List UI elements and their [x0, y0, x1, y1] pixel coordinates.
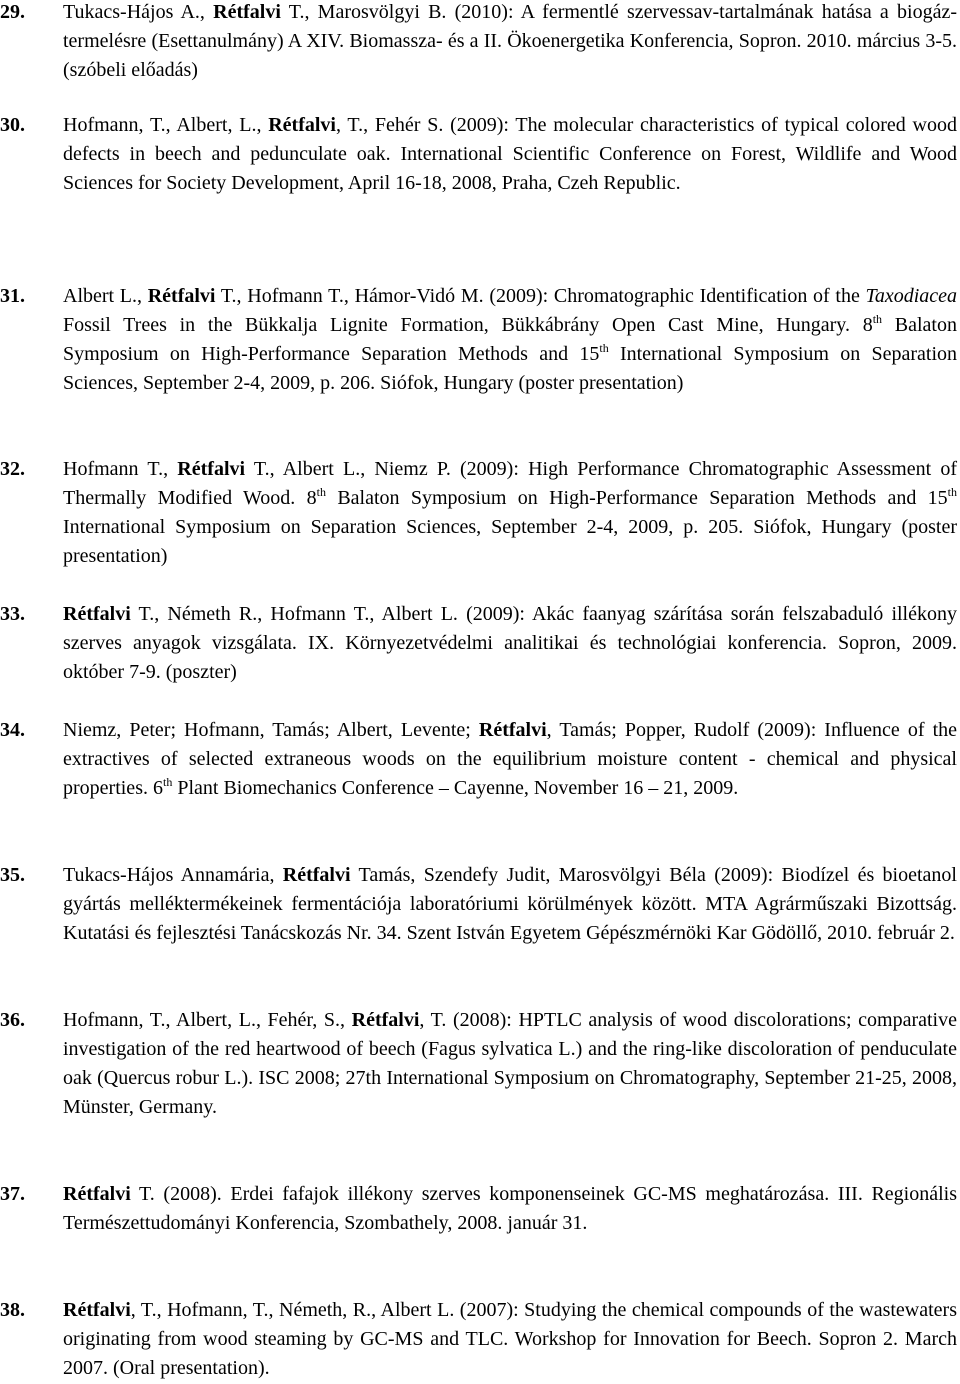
- author-highlight: Rétfalvi: [63, 1299, 131, 1321]
- reference-text-segment: Hofmann, T., Albert, L.,: [63, 114, 269, 136]
- reference-text-segment: Albert L.,: [63, 285, 148, 307]
- reference-item: [0, 861, 960, 948]
- reference-text-segment: Balaton Symposium on High-Performance Separation Methods and 15: [63, 314, 957, 365]
- reference-text: [63, 111, 957, 198]
- reference-item: [0, 0, 960, 85]
- reference-text-segment: Hofmann T.,: [63, 458, 178, 480]
- reference-item: [0, 1296, 960, 1383]
- reference-text-segment: Balaton Symposium on High-Performance Separation Methods and 15: [326, 487, 948, 509]
- reference-number: 30.: [0, 114, 25, 136]
- reference-item: [0, 600, 960, 687]
- ordinal-superscript: th: [599, 341, 609, 355]
- reference-text: [63, 0, 957, 85]
- reference-text-segment: , Tamás; Popper, Rudolf (2009): Influence of the extractives of selected extraneous woods on the equilibrium moisture content - chemical and physical properties. 6: [63, 719, 957, 799]
- author-highlight: Rétfalvi: [282, 864, 351, 886]
- reference-text-segment: Tukacs-Hájos Annamária,: [63, 864, 283, 886]
- reference-text-segment: T. (2008). Erdei fafajok illékony szerves komponenseinek GC-MS meghatározása. III. Regionális Természettudományi Konferencia, Szombathely, 2008. január 31.: [63, 1183, 957, 1234]
- reference-text: [63, 282, 957, 398]
- reference-item: [0, 455, 960, 571]
- reference-text-segment: , T., Fehér S. (2009): The molecular characteristics of typical colored wood defects in beech and pedunculate oak. International Scientific Conference on Forest, Wildlife and Wood Sciences for Society Development, April 16-18, 2008, Praha, Czeh Republic.: [63, 114, 957, 194]
- reference-text-segment: Hofmann, T., Albert, L., Fehér, S.,: [63, 1009, 352, 1031]
- reference-text-segment: T., Németh R., Hofmann T., Albert L. (2009): Akác faanyag szárítása során felszabaduló illékony szerves anyagok vizsgálata. IX. Környezetvédelmi analitikai és technológiai konferencia. Sopron, 2009. október 7-9. (poszter): [63, 603, 957, 683]
- reference-number: 36.: [0, 1009, 25, 1031]
- author-highlight: Rétfalvi: [63, 1183, 131, 1205]
- reference-text-segment: T., Marosvölgyi B. (2010): A fermentlé szervessav-tartalmának hatása a biogáz-termelésre (Esettanulmány) A XIV. Biomassza- és a II. Ökoenergetika Konferencia, Sopron. 2010. március 3-5. (szóbeli előadás): [63, 1, 957, 81]
- reference-number: 29.: [0, 1, 25, 23]
- reference-number: 31.: [0, 285, 25, 307]
- reference-text: [63, 1006, 957, 1122]
- reference-text-segment: T., Hofmann T., Hámor-Vidó M. (2009): Chromatographic Identification of the: [215, 285, 866, 307]
- reference-text: [63, 455, 957, 571]
- reference-item: [0, 716, 960, 803]
- ordinal-superscript: th: [316, 485, 326, 499]
- reference-item: [0, 1006, 960, 1122]
- ordinal-superscript: th: [947, 485, 958, 499]
- author-highlight: Rétfalvi: [177, 458, 246, 480]
- reference-text-segment: Tukacs-Hájos A.,: [63, 1, 214, 23]
- reference-text-segment: Tamás, Szendefy Judit, Marosvölgyi Béla (2009): Biodízel és bioetanol gyártás melléktermékeinek fermentációja laboratóriumi körülmények között. MTA Agrárműszaki Bizottság. Kutatási és fejlesztési Tanácskozás Nr. 34. Szent István Egyetem Gépészmérnöki Kar Gödöllő, 2010. február 2.: [63, 864, 957, 944]
- reference-text: [63, 716, 957, 803]
- reference-text-segment: , T., Hofmann, T., Németh, R., Albert L. (2007): Studying the chemical compounds of the wastewaters originating from wood steaming by GC-MS and TLC. Workshop for Innovation for Beech. Sopron 2. March 2007. (Oral presentation).: [63, 1299, 957, 1379]
- author-highlight: Rétfalvi: [63, 603, 131, 625]
- author-highlight: Rétfalvi: [213, 1, 281, 23]
- reference-item: [0, 1180, 960, 1238]
- ordinal-superscript: th: [162, 775, 173, 789]
- author-highlight: Rétfalvi: [351, 1009, 420, 1031]
- reference-text-segment: International Symposium on Separation Sciences, September 2-4, 2009, p. 206. Siófok, Hungary (poster presentation): [63, 343, 958, 394]
- reference-text-segment: Plant Biomechanics Conference – Cayenne, November 16 – 21, 2009.: [172, 777, 739, 799]
- reference-text: [63, 600, 957, 687]
- italic-term: Taxodiacea: [865, 285, 958, 307]
- reference-number: 33.: [0, 603, 25, 625]
- ordinal-superscript: th: [872, 312, 883, 326]
- reference-number: 32.: [0, 458, 25, 480]
- reference-number: 35.: [0, 864, 25, 886]
- reference-text-segment: Fossil Trees in the Bükkalja Lignite Formation, Bükkábrány Open Cast Mine, Hungary. 8: [63, 314, 873, 336]
- reference-text: [63, 1296, 957, 1383]
- reference-text: [63, 1180, 957, 1238]
- reference-text: [63, 861, 957, 948]
- author-highlight: Rétfalvi: [268, 114, 336, 136]
- author-highlight: Rétfalvi: [147, 285, 216, 307]
- reference-item: [0, 111, 960, 198]
- reference-text-segment: , T. (2008): HPTLC analysis of wood discolorations; comparative investigation of the red heartwood of beech (Fagus sylvatica L.) and the ring-like discoloration of penduculate oak (Quercus robur L.). ISC 2008; 27th International Symposium on Chromatography, September 21-25, 2008, Münster, Germany.: [63, 1009, 957, 1118]
- reference-number: 37.: [0, 1183, 25, 1205]
- reference-text-segment: International Symposium on Separation Sciences, September 2-4, 2009, p. 205. Siófok, Hungary (poster presentation): [63, 516, 957, 567]
- author-highlight: Rétfalvi: [478, 719, 547, 741]
- reference-number: 38.: [0, 1299, 25, 1321]
- reference-text-segment: Niemz, Peter; Hofmann, Tamás; Albert, Levente;: [63, 719, 479, 741]
- reference-item: [0, 282, 960, 398]
- reference-number: 34.: [0, 719, 25, 741]
- reference-text-segment: T., Albert L., Niemz P. (2009): High Performance Chromatographic Assessment of Thermally Modified Wood. 8: [63, 458, 957, 509]
